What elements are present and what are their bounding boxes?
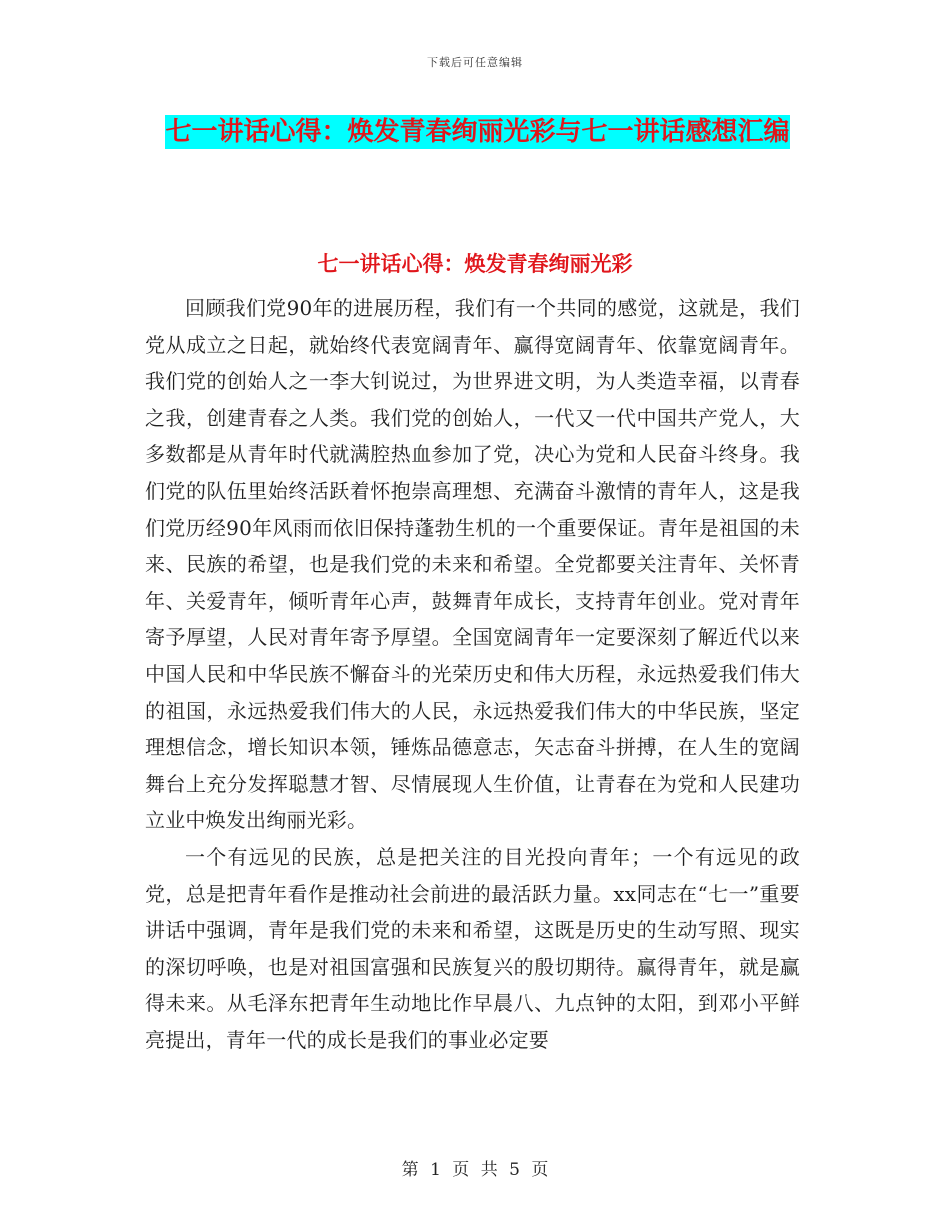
section-title: 七一讲话心得：焕发青春绚丽光彩 bbox=[317, 252, 633, 276]
paragraph: 一个有远见的民族，总是把关注的目光投向青年；一个有远见的政党，总是把青年看作是推动社会前进的最活跃力量。xx同志在“七一”重要讲话中强调，青年是我们党的未来和希望，这既是历史的生动写照、现实的深切呼唤，也是对祖国富强和民族复兴的殷切期待。赢得青年，就是赢得未来。从毛泽东把青年生动地比作早晨八、九点钟的太阳，到邓小平鲜亮提出，青年一代的成长是我们的事业必定要 bbox=[145, 844, 800, 1052]
paragraph: 回顾我们党90年的进展历程，我们有一个共同的感觉，这就是，我们党从成立之日起，就始终代表宽阔青年、赢得宽阔青年、依靠宽阔青年。我们党的创始人之一李大钊说过，为世界进文明，为人类造幸福，以青春之我，创建青春之人类。我们党的创始人，一代又一代中国共产党人，大多数都是从青年时代就满腔热血参加了党，决心为党和人民奋斗终身。我们党的队伍里始终活跃着怀抱崇高理想、充满奋斗激情的青年人，这是我们党历经90年风雨而依旧保持蓬勃生机的一个重要保证。青年是祖国的未来、民族的希望，也是我们党的未来和希望。全党都要关注青年、关怀青年、关爱青年，倾听青年心声，鼓舞青年成长，支持青年创业。党对青年寄予厚望，人民对青年寄予厚望。全国宽阔青年一定要深刻了解近代以来中国人民和中华民族不懈奋斗的光荣历史和伟大历程，永远热爱我们伟大的祖国，永远热爱我们伟大的人民，永远热爱我们伟大的中华民族，坚定理想信念，增长知识本领，锤炼品德意志，矢志奋斗拼搏，在人生的宽阔舞台上充分发挥聪慧才智、尽情展现人生价值，让青春在为党和人民建功立业中焕发出绚丽光彩。 bbox=[145, 296, 800, 833]
document-title bbox=[145, 110, 810, 154]
page-header-note: 下载后可任意编辑 bbox=[427, 56, 523, 69]
document-title-text: 七一讲话心得：焕发青春绚丽光彩与七一讲话感想汇编 bbox=[165, 117, 790, 147]
document-body bbox=[145, 290, 800, 1058]
page-number: 第 1 页 共 5 页 bbox=[401, 1160, 549, 1180]
